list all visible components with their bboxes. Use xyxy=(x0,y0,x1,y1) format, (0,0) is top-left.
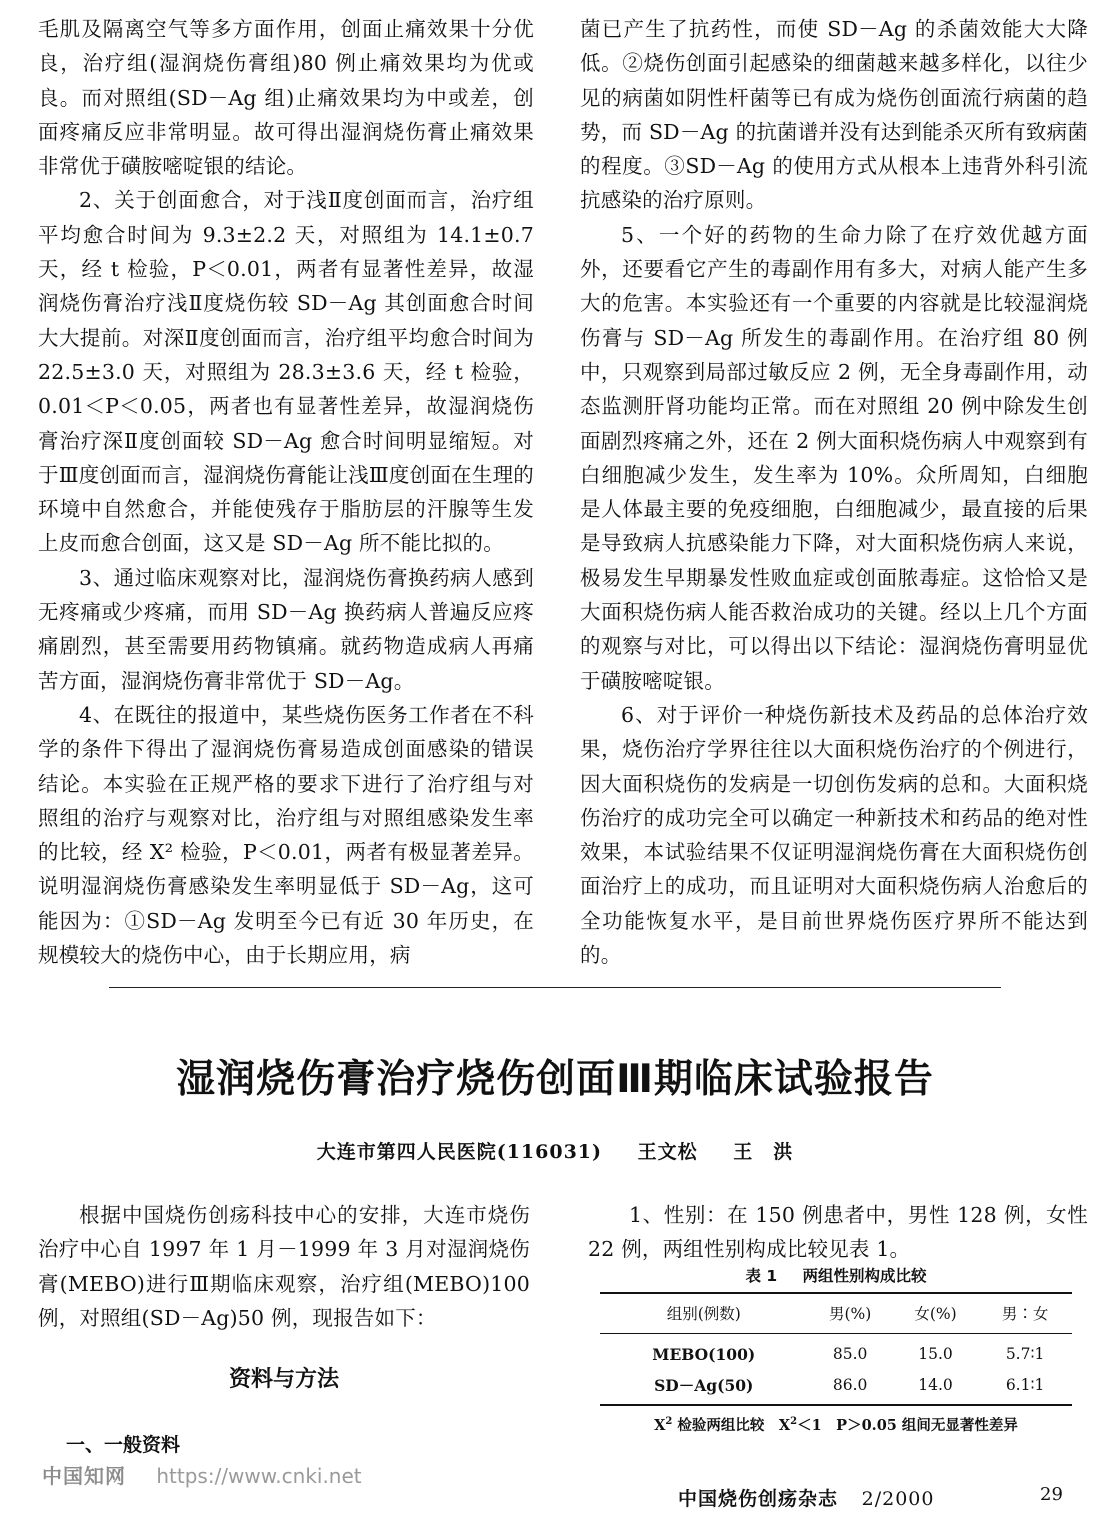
table-row xyxy=(600,1369,1072,1405)
author-name: 王 洪 xyxy=(733,1141,794,1163)
superscript: 2 xyxy=(665,1416,673,1428)
table-title: 两组性别构成比较 xyxy=(802,1267,927,1285)
table-cell: 15.0 xyxy=(918,1345,953,1364)
gender-paragraph: 1、性别：在 150 例患者中，男性 128 例，女性 22 例，两组性别构成比较见表 1。 xyxy=(588,1203,1088,1262)
paragraph: 菌已产生了抗药性，而使 SD－Ag 的杀菌效能大大降低。②烧伤创面引起感染的细菌越来越多样化，以往少见的病菌如阴性杆菌等已有成为烧伤创面流行病菌的趋势，而 SD－Ag 的抗菌谱并没有达到能杀灭所有致病菌的程度。③SD－Ag 的使用方式从根本上违背外科引流抗感染的治疗原则。 xyxy=(580,17,1088,213)
watermark-logo: 中国知网 xyxy=(42,1464,126,1488)
journal-issue: 2/2000 xyxy=(861,1488,935,1510)
table-footnote xyxy=(600,1414,1072,1435)
article-title: 湿润烧伤膏治疗烧伤创面Ⅲ期临床试验报告 xyxy=(176,1057,934,1102)
table-cell: MEBO(100) xyxy=(652,1344,756,1364)
table-header-row xyxy=(600,1293,1072,1333)
table-caption xyxy=(600,1264,1072,1286)
section-divider xyxy=(109,987,1001,988)
watermark-url: https://www.cnki.net xyxy=(156,1464,362,1488)
subsection-heading: 一、一般资料 xyxy=(66,1434,181,1456)
top-left-column xyxy=(38,12,534,972)
table-cell: 85.0 xyxy=(832,1345,868,1364)
note-text: ＜1 P＞0.05 组间无显著性差异 xyxy=(797,1417,1018,1434)
byline xyxy=(0,1137,1110,1164)
column-header: 女(%) xyxy=(893,1293,978,1333)
affiliation: 大连市第四人民医院(116031) xyxy=(316,1141,603,1163)
table-number: 表 1 xyxy=(745,1267,778,1285)
paragraph: 2、关于创面愈合，对于浅Ⅱ度创面而言，治疗组平均愈合时间为 9.3±2.2 天，对照组为 14.1±0.7 天，经 t 检验，P＜0.01，两者有显著性差异，故湿润烧伤膏治疗浅Ⅱ度烧伤较 SD－Ag 其创面愈合时间大大提前。对深Ⅱ度创面而言，治疗组平均愈合时间为 22.5±3.0 天，对照组为 28.3±3.6 天，经 t 检验，0.01＜P＜0.05，两者也有显著性差异，故湿润烧伤膏治疗深Ⅱ度创面较 SD－Ag 愈合时间明显缩短。对于Ⅲ度创面而言，湿润烧伤膏能让浅Ⅲ度创面在生理的环境中自然愈合，并能使残存于脂肪层的汗腺等生发上皮而愈合创面，这又是 SD－Ag 所不能比拟的。 xyxy=(38,188,534,556)
table-cell: 6.1∶1 xyxy=(978,1369,1072,1405)
note-text: X xyxy=(654,1417,666,1434)
page-number: 29 xyxy=(1040,1484,1063,1505)
column-header: 组别(例数) xyxy=(600,1293,807,1333)
paragraph: 6、对于评价一种烧伤新技术及药品的总体治疗效果，烧伤治疗学界往往以大面积烧伤治疗的个例进行，因大面积烧伤的发病是一切创伤发病的总和。大面积烧伤治疗的成功完全可以确定一种新技术和药品的绝对性效果，本试验结果不仅证明湿润烧伤膏在大面积烧伤创面治疗上的成功，而且证明对大面积烧伤病人治愈后的全功能恢复水平，是目前世界烧伤医疗界所不能达到的。 xyxy=(580,702,1088,968)
author-name: 王文松 xyxy=(637,1141,698,1163)
cnki-watermark xyxy=(42,1460,362,1489)
section-heading: 资料与方法 xyxy=(228,1367,339,1392)
intro-column xyxy=(38,1198,530,1335)
paragraph: 4、在既往的报道中，某些烧伤医务工作者在不科学的条件下得出了湿润烧伤膏易造成创面感染的错误结论。本实验在正规严格的要求下进行了治疗组与对照组的治疗与观察对比，治疗组与对照组感染发生率的比较，经 X² 检验，P＜0.01，两者有极显著差异。说明湿润烧伤膏感染发生率明显低于 SD－Ag，这可能因为：①SD－Ag 发明至今已有近 30 年历史，在规模较大的烧伤中心，由于长期应用，病 xyxy=(38,702,534,968)
paragraph: 3、通过临床观察对比，湿润烧伤膏换药病人感到无疼痛或少疼痛，而用 SD－Ag 换药病人普遍反应疼痛剧烈，甚至需要用药物镇痛。就药物造成病人再痛苦方面，湿润烧伤膏非常优于 SD－Ag。 xyxy=(38,565,534,693)
paragraph: 毛肌及隔离空气等多方面作用，创面止痛效果十分优良，治疗组(湿润烧伤膏组)80 例止痛效果均为优或良。而对照组(SD－Ag 组)止痛效果均为中或差，创面疼痛反应非常明显。故可得出湿润烧伤膏止痛效果非常优于磺胺嘧啶银的结论。 xyxy=(38,17,534,179)
table-cell: 86.0 xyxy=(807,1369,892,1405)
results-column xyxy=(588,1198,1088,1267)
note-text: 检验两组比较 X xyxy=(672,1417,791,1434)
table-cell: SD－Ag(50) xyxy=(600,1369,807,1405)
intro-paragraph: 根据中国烧伤创疡科技中心的安排，大连市烧伤治疗中心自 1997 年 1 月－1999 年 3 月对湿润烧伤膏(MEBO)进行Ⅲ期临床观察，治疗组(MEBO)100 例，对照组(SD－Ag)50 例，现报告如下： xyxy=(38,1203,530,1330)
column-header: 男(%) xyxy=(807,1293,892,1333)
table-cell: 5.7∶1 xyxy=(1005,1345,1045,1364)
table-cell: 14.0 xyxy=(893,1369,978,1405)
gender-comparison-table xyxy=(600,1292,1072,1406)
column-header: 男∶女 xyxy=(978,1293,1072,1333)
paragraph: 5、一个好的药物的生命力除了在疗效优越方面外，还要看它产生的毒副作用有多大，对病人能产生多大的危害。本实验还有一个重要的内容就是比较湿润烧伤膏与 SD－Ag 所发生的毒副作用。在治疗组 80 例中，只观察到局部过敏反应 2 例，无全身毒副作用，动态监测肝肾功能均正常。而在对照组 20 例中除发生创面剧烈疼痛之外，还在 2 例大面积烧伤病人中观察到有白细胞减少发生，发生率为 10%。众所周知，白细胞是人体最主要的免疫细胞，白细胞减少，最直接的后果是导致病人抗感染能力下降，对大面积烧伤病人来说，极易发生早期暴发性败血症或创面脓毒症。这恰恰又是大面积烧伤病人能否救治成功的关键。经以上几个方面的观察与对比，可以得出以下结论：湿润烧伤膏明显优于磺胺嘧啶银。 xyxy=(580,222,1088,693)
table-row xyxy=(600,1333,1072,1369)
top-right-column xyxy=(580,12,1088,972)
superscript: 2 xyxy=(790,1416,798,1428)
journal-footer xyxy=(678,1484,934,1511)
journal-name: 中国烧伤创疡杂志 xyxy=(678,1488,839,1510)
